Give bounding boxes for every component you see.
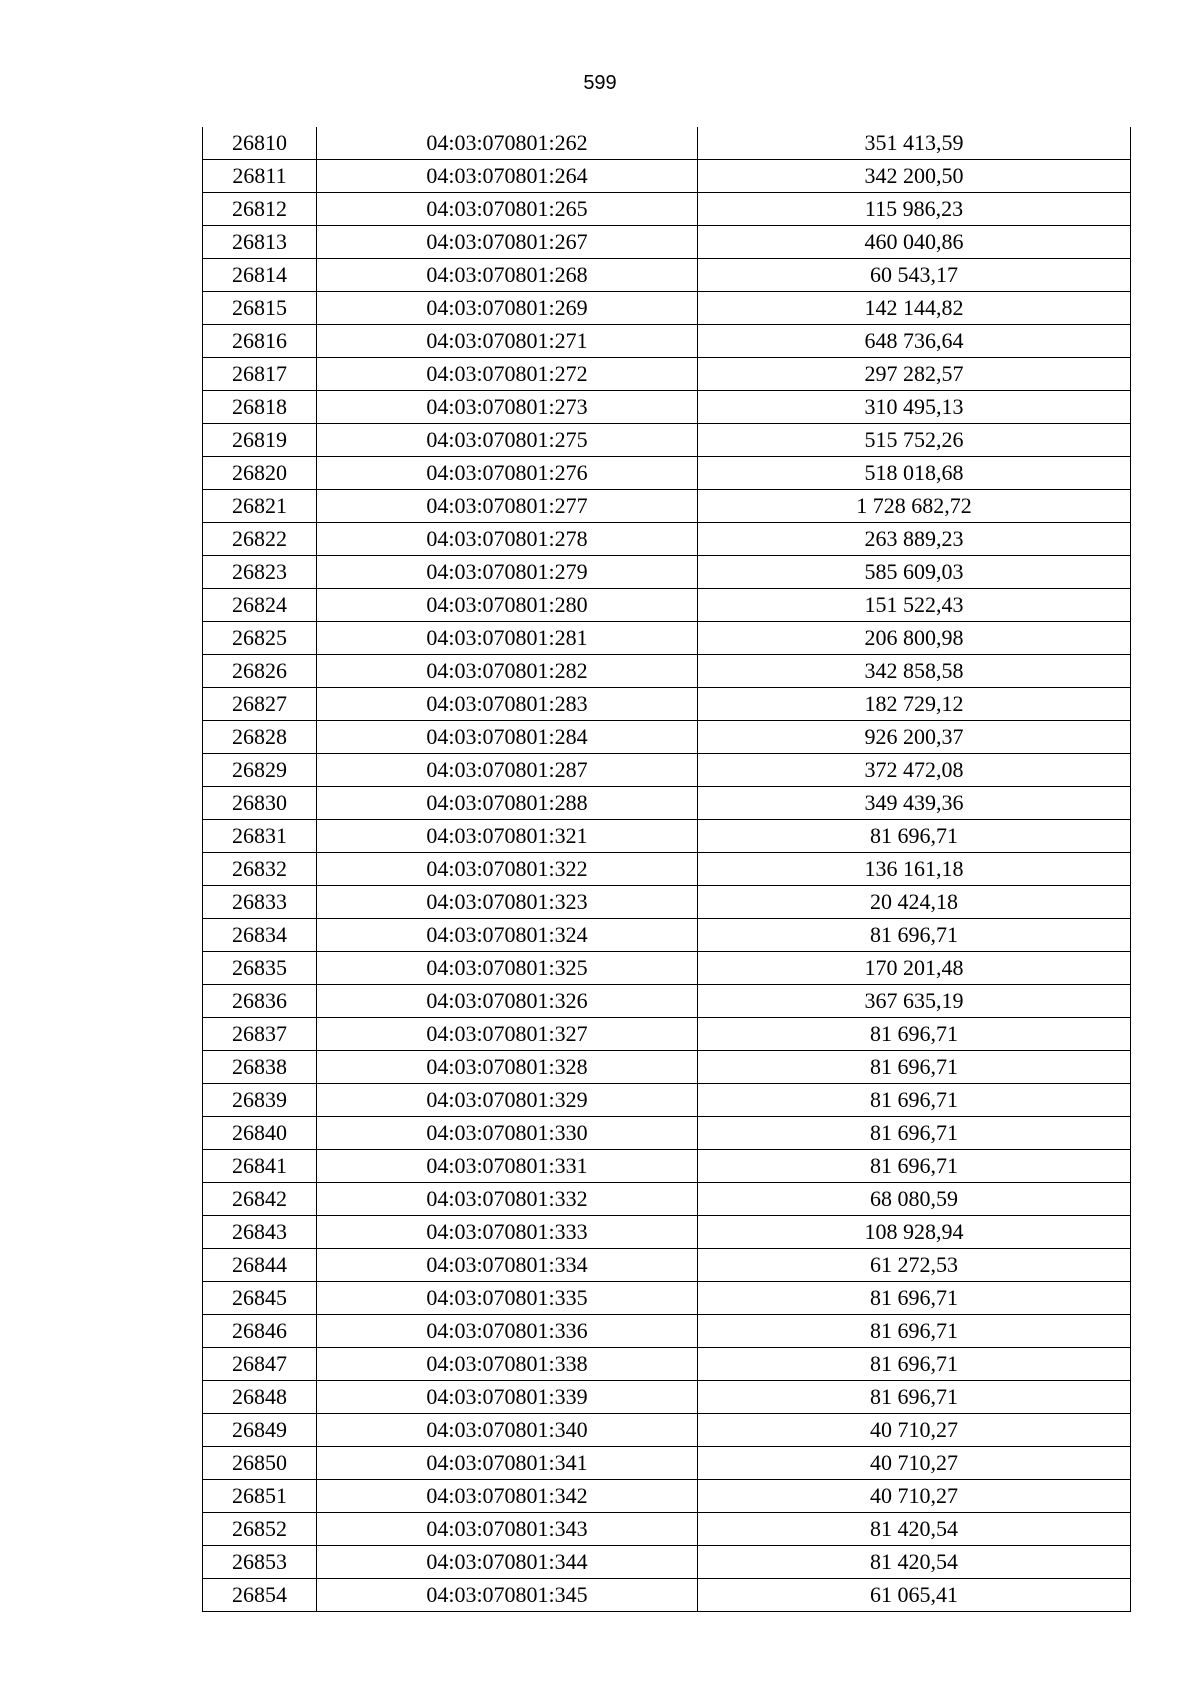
cadastral-value-cell: 1 728 682,72 <box>698 490 1131 523</box>
cadastral-value-table <box>202 127 1131 1612</box>
cadastral-number-cell: 04:03:070801:281 <box>317 622 698 655</box>
row-number-cell: 26844 <box>203 1249 317 1282</box>
cadastral-number-cell: 04:03:070801:338 <box>317 1348 698 1381</box>
cadastral-number-cell: 04:03:070801:277 <box>317 490 698 523</box>
cadastral-number-cell: 04:03:070801:284 <box>317 721 698 754</box>
table-row <box>203 1447 1131 1480</box>
table-row <box>203 1216 1131 1249</box>
cadastral-number-cell: 04:03:070801:322 <box>317 853 698 886</box>
row-number-cell: 26824 <box>203 589 317 622</box>
cadastral-value-cell: 926 200,37 <box>698 721 1131 754</box>
cadastral-value-cell: 136 161,18 <box>698 853 1131 886</box>
cadastral-value-cell: 81 696,71 <box>698 1381 1131 1414</box>
table-row <box>203 754 1131 787</box>
cadastral-number-cell: 04:03:070801:275 <box>317 424 698 457</box>
row-number-cell: 26837 <box>203 1018 317 1051</box>
table-row <box>203 952 1131 985</box>
table-row <box>203 853 1131 886</box>
table-row <box>203 1183 1131 1216</box>
cadastral-value-cell: 108 928,94 <box>698 1216 1131 1249</box>
cadastral-number-cell: 04:03:070801:323 <box>317 886 698 919</box>
cadastral-value-cell: 206 800,98 <box>698 622 1131 655</box>
table-row <box>203 721 1131 754</box>
cadastral-number-cell: 04:03:070801:340 <box>317 1414 698 1447</box>
cadastral-value-cell: 367 635,19 <box>698 985 1131 1018</box>
cadastral-value-cell: 648 736,64 <box>698 325 1131 358</box>
row-number-cell: 26825 <box>203 622 317 655</box>
table-row <box>203 160 1131 193</box>
cadastral-value-cell: 68 080,59 <box>698 1183 1131 1216</box>
table-row <box>203 457 1131 490</box>
table-body <box>203 127 1131 1612</box>
cadastral-number-cell: 04:03:070801:329 <box>317 1084 698 1117</box>
cadastral-value-cell: 81 696,71 <box>698 1315 1131 1348</box>
table-row <box>203 1348 1131 1381</box>
cadastral-value-cell: 349 439,36 <box>698 787 1131 820</box>
cadastral-number-cell: 04:03:070801:271 <box>317 325 698 358</box>
row-number-cell: 26832 <box>203 853 317 886</box>
row-number-cell: 26828 <box>203 721 317 754</box>
cadastral-number-cell: 04:03:070801:279 <box>317 556 698 589</box>
row-number-cell: 26850 <box>203 1447 317 1480</box>
cadastral-value-cell: 151 522,43 <box>698 589 1131 622</box>
cadastral-value-cell: 372 472,08 <box>698 754 1131 787</box>
table-row <box>203 1315 1131 1348</box>
cadastral-value-cell: 61 272,53 <box>698 1249 1131 1282</box>
cadastral-value-cell: 40 710,27 <box>698 1447 1131 1480</box>
cadastral-number-cell: 04:03:070801:328 <box>317 1051 698 1084</box>
cadastral-number-cell: 04:03:070801:341 <box>317 1447 698 1480</box>
table-row <box>203 589 1131 622</box>
cadastral-value-cell: 81 420,54 <box>698 1513 1131 1546</box>
row-number-cell: 26833 <box>203 886 317 919</box>
table-row <box>203 985 1131 1018</box>
row-number-cell: 26830 <box>203 787 317 820</box>
cadastral-value-cell: 40 710,27 <box>698 1414 1131 1447</box>
row-number-cell: 26845 <box>203 1282 317 1315</box>
cadastral-number-cell: 04:03:070801:321 <box>317 820 698 853</box>
row-number-cell: 26836 <box>203 985 317 1018</box>
cadastral-table-container <box>202 127 1130 1612</box>
row-number-cell: 26849 <box>203 1414 317 1447</box>
row-number-cell: 26839 <box>203 1084 317 1117</box>
cadastral-value-cell: 81 696,71 <box>698 1117 1131 1150</box>
row-number-cell: 26841 <box>203 1150 317 1183</box>
table-row <box>203 919 1131 952</box>
cadastral-number-cell: 04:03:070801:336 <box>317 1315 698 1348</box>
cadastral-value-cell: 81 696,71 <box>698 1282 1131 1315</box>
cadastral-value-cell: 40 710,27 <box>698 1480 1131 1513</box>
row-number-cell: 26810 <box>203 127 317 160</box>
cadastral-number-cell: 04:03:070801:272 <box>317 358 698 391</box>
cadastral-number-cell: 04:03:070801:335 <box>317 1282 698 1315</box>
row-number-cell: 26843 <box>203 1216 317 1249</box>
table-row <box>203 523 1131 556</box>
table-row <box>203 1150 1131 1183</box>
page-number: 599 <box>583 72 617 94</box>
cadastral-number-cell: 04:03:070801:327 <box>317 1018 698 1051</box>
row-number-cell: 26826 <box>203 655 317 688</box>
row-number-cell: 26851 <box>203 1480 317 1513</box>
cadastral-value-cell: 81 696,71 <box>698 1348 1131 1381</box>
cadastral-value-cell: 585 609,03 <box>698 556 1131 589</box>
table-row <box>203 193 1131 226</box>
row-number-cell: 26814 <box>203 259 317 292</box>
table-row <box>203 391 1131 424</box>
cadastral-number-cell: 04:03:070801:264 <box>317 160 698 193</box>
table-row <box>203 1546 1131 1579</box>
cadastral-number-cell: 04:03:070801:276 <box>317 457 698 490</box>
row-number-cell: 26822 <box>203 523 317 556</box>
cadastral-value-cell: 460 040,86 <box>698 226 1131 259</box>
row-number-cell: 26846 <box>203 1315 317 1348</box>
row-number-cell: 26819 <box>203 424 317 457</box>
cadastral-value-cell: 115 986,23 <box>698 193 1131 226</box>
cadastral-number-cell: 04:03:070801:283 <box>317 688 698 721</box>
row-number-cell: 26838 <box>203 1051 317 1084</box>
cadastral-value-cell: 81 696,71 <box>698 919 1131 952</box>
cadastral-number-cell: 04:03:070801:339 <box>317 1381 698 1414</box>
cadastral-value-cell: 342 858,58 <box>698 655 1131 688</box>
table-row <box>203 226 1131 259</box>
cadastral-number-cell: 04:03:070801:332 <box>317 1183 698 1216</box>
cadastral-number-cell: 04:03:070801:345 <box>317 1579 698 1612</box>
table-row <box>203 325 1131 358</box>
table-row <box>203 259 1131 292</box>
cadastral-value-cell: 297 282,57 <box>698 358 1131 391</box>
cadastral-number-cell: 04:03:070801:273 <box>317 391 698 424</box>
cadastral-number-cell: 04:03:070801:265 <box>317 193 698 226</box>
cadastral-value-cell: 81 696,71 <box>698 1018 1131 1051</box>
row-number-cell: 26842 <box>203 1183 317 1216</box>
row-number-cell: 26847 <box>203 1348 317 1381</box>
cadastral-number-cell: 04:03:070801:282 <box>317 655 698 688</box>
cadastral-value-cell: 310 495,13 <box>698 391 1131 424</box>
table-row <box>203 1018 1131 1051</box>
row-number-cell: 26834 <box>203 919 317 952</box>
row-number-cell: 26840 <box>203 1117 317 1150</box>
table-row <box>203 292 1131 325</box>
cadastral-number-cell: 04:03:070801:288 <box>317 787 698 820</box>
row-number-cell: 26817 <box>203 358 317 391</box>
cadastral-value-cell: 263 889,23 <box>698 523 1131 556</box>
cadastral-number-cell: 04:03:070801:262 <box>317 127 698 160</box>
row-number-cell: 26829 <box>203 754 317 787</box>
table-row <box>203 1282 1131 1315</box>
row-number-cell: 26811 <box>203 160 317 193</box>
table-row <box>203 820 1131 853</box>
row-number-cell: 26831 <box>203 820 317 853</box>
table-row <box>203 1117 1131 1150</box>
row-number-cell: 26823 <box>203 556 317 589</box>
table-row <box>203 1513 1131 1546</box>
row-number-cell: 26820 <box>203 457 317 490</box>
cadastral-value-cell: 170 201,48 <box>698 952 1131 985</box>
cadastral-number-cell: 04:03:070801:330 <box>317 1117 698 1150</box>
row-number-cell: 26812 <box>203 193 317 226</box>
cadastral-number-cell: 04:03:070801:331 <box>317 1150 698 1183</box>
cadastral-value-cell: 20 424,18 <box>698 886 1131 919</box>
row-number-cell: 26821 <box>203 490 317 523</box>
table-row <box>203 688 1131 721</box>
table-row <box>203 655 1131 688</box>
cadastral-number-cell: 04:03:070801:342 <box>317 1480 698 1513</box>
cadastral-number-cell: 04:03:070801:269 <box>317 292 698 325</box>
cadastral-value-cell: 81 696,71 <box>698 1084 1131 1117</box>
cadastral-number-cell: 04:03:070801:344 <box>317 1546 698 1579</box>
cadastral-value-cell: 81 420,54 <box>698 1546 1131 1579</box>
row-number-cell: 26813 <box>203 226 317 259</box>
cadastral-value-cell: 351 413,59 <box>698 127 1131 160</box>
row-number-cell: 26852 <box>203 1513 317 1546</box>
cadastral-value-cell: 61 065,41 <box>698 1579 1131 1612</box>
cadastral-number-cell: 04:03:070801:267 <box>317 226 698 259</box>
cadastral-value-cell: 515 752,26 <box>698 424 1131 457</box>
cadastral-value-cell: 518 018,68 <box>698 457 1131 490</box>
cadastral-value-cell: 142 144,82 <box>698 292 1131 325</box>
cadastral-number-cell: 04:03:070801:278 <box>317 523 698 556</box>
row-number-cell: 26848 <box>203 1381 317 1414</box>
table-row <box>203 1381 1131 1414</box>
cadastral-number-cell: 04:03:070801:280 <box>317 589 698 622</box>
table-row <box>203 1414 1131 1447</box>
row-number-cell: 26854 <box>203 1579 317 1612</box>
cadastral-number-cell: 04:03:070801:333 <box>317 1216 698 1249</box>
cadastral-number-cell: 04:03:070801:287 <box>317 754 698 787</box>
row-number-cell: 26815 <box>203 292 317 325</box>
cadastral-number-cell: 04:03:070801:268 <box>317 259 698 292</box>
table-row <box>203 1249 1131 1282</box>
table-row <box>203 622 1131 655</box>
cadastral-value-cell: 342 200,50 <box>698 160 1131 193</box>
row-number-cell: 26835 <box>203 952 317 985</box>
cadastral-number-cell: 04:03:070801:343 <box>317 1513 698 1546</box>
cadastral-number-cell: 04:03:070801:325 <box>317 952 698 985</box>
cadastral-value-cell: 81 696,71 <box>698 1051 1131 1084</box>
cadastral-value-cell: 60 543,17 <box>698 259 1131 292</box>
table-row <box>203 1084 1131 1117</box>
cadastral-value-cell: 81 696,71 <box>698 820 1131 853</box>
table-row <box>203 358 1131 391</box>
table-row <box>203 787 1131 820</box>
cadastral-value-cell: 182 729,12 <box>698 688 1131 721</box>
table-row <box>203 1480 1131 1513</box>
row-number-cell: 26816 <box>203 325 317 358</box>
cadastral-number-cell: 04:03:070801:334 <box>317 1249 698 1282</box>
table-row <box>203 1579 1131 1612</box>
row-number-cell: 26853 <box>203 1546 317 1579</box>
table-row <box>203 424 1131 457</box>
cadastral-value-cell: 81 696,71 <box>698 1150 1131 1183</box>
row-number-cell: 26827 <box>203 688 317 721</box>
table-row <box>203 556 1131 589</box>
row-number-cell: 26818 <box>203 391 317 424</box>
table-row <box>203 1051 1131 1084</box>
table-row <box>203 886 1131 919</box>
table-row <box>203 127 1131 160</box>
cadastral-number-cell: 04:03:070801:324 <box>317 919 698 952</box>
cadastral-number-cell: 04:03:070801:326 <box>317 985 698 1018</box>
table-row <box>203 490 1131 523</box>
